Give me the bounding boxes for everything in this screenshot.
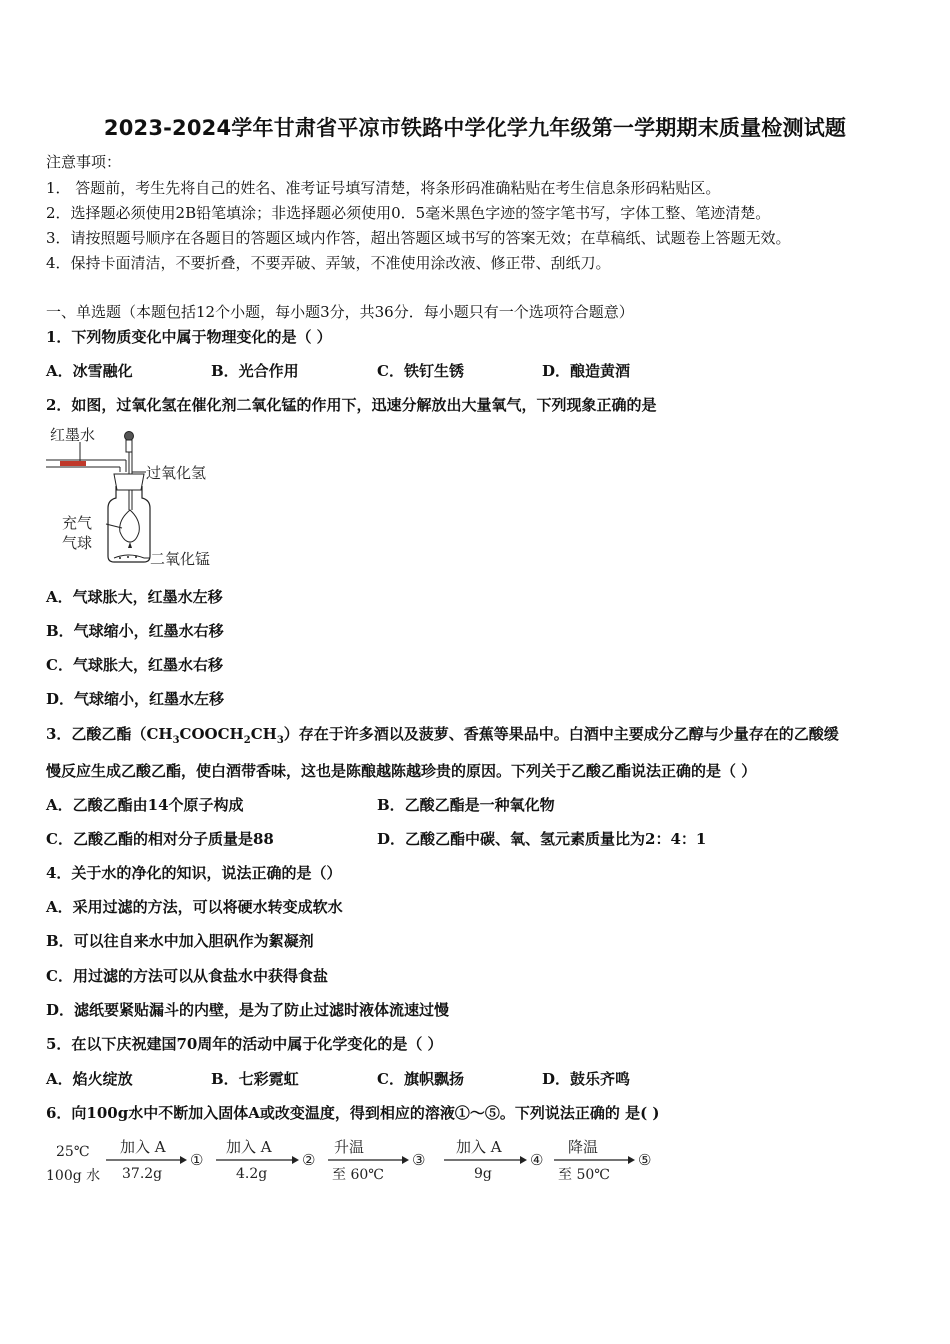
flow-step2-top: 加入 A xyxy=(226,1138,272,1156)
q3-stem-line1: 3．乙酸乙酯$(CH_3COOCH_2CH_3)$存在于许多酒以及菠萝、香蕉等果品中。白酒中主要成分乙醇与少量存在的乙酸缓 xyxy=(46,725,839,746)
flow-start-water: 100g 水 xyxy=(46,1168,101,1184)
q5-option-d: D．鼓乐齐鸣 xyxy=(542,1070,631,1088)
q4-option-d: D．滤纸要紧贴漏斗的内壁，是为了防止过滤时液体流速过慢 xyxy=(46,1001,450,1019)
notice-heading: 注意事项： xyxy=(46,153,122,171)
q4-stem: 4．关于水的净化的知识，说法正确的是（） xyxy=(46,864,342,882)
q3-option-a: A．乙酸乙酯由14个原子构成 xyxy=(46,796,244,814)
q1-stem: 1．下列物质变化中属于物理变化的是（ ） xyxy=(46,328,332,346)
red-ink-drop xyxy=(60,461,86,466)
flow-result-5: ⑤ xyxy=(638,1151,652,1169)
flow-step1-bottom: 37.2g xyxy=(122,1166,163,1182)
label-mno2: 二氧化锰 xyxy=(150,550,211,568)
q6-flow-diagram xyxy=(44,1132,664,1188)
flow-result-4: ④ xyxy=(530,1151,544,1169)
page-title: 2023-2024学年甘肃省平凉市铁路中学化学九年级第一学期期末质量检测试题 xyxy=(103,116,847,140)
q4-option-a: A．采用过滤的方法，可以将硬水转变成软水 xyxy=(46,898,343,916)
flow-step5-top: 降温 xyxy=(568,1138,599,1156)
q5-option-b: B．七彩霓虹 xyxy=(211,1070,299,1088)
q5-option-c: C．旗帜飘扬 xyxy=(377,1070,464,1088)
q5-option-a: A．焰火绽放 xyxy=(46,1070,133,1088)
q3-option-b: B．乙酸乙酯是一种氧化物 xyxy=(377,796,555,814)
label-red-ink: 红墨水 xyxy=(50,426,96,444)
section-heading: 一、单选题（本题包括12个小题，每小题3分，共36分．每小题只有一个选项符合题意） xyxy=(46,303,634,321)
notice-item-4: 4．保持卡面清洁，不要折叠，不要弄破、弄皱，不准使用涂改液、修正带、刮纸刀。 xyxy=(46,254,611,272)
notice-item-2: 2．选择题必须使用2B铅笔填涂；非选择题必须使用0．5毫米黑色字迹的签字笔书写，字体工整、笔迹清楚。 xyxy=(46,204,771,222)
flow-step5-bottom: 至 50℃ xyxy=(558,1167,610,1183)
q1-option-a: A．冰雪融化 xyxy=(46,362,133,380)
flow-step3-bottom: 至 60℃ xyxy=(332,1167,384,1183)
q2-stem: 2．如图，过氧化氢在催化剂二氧化锰的作用下，迅速分解放出大量氧气，下列现象正确的是 xyxy=(46,396,657,414)
flow-step4-bottom: 9g xyxy=(474,1166,492,1182)
flow-result-3: ③ xyxy=(412,1151,426,1169)
q1-option-c: C．铁钉生锈 xyxy=(377,362,464,380)
q3-option-c: C．乙酸乙酯的相对分子质量是88 xyxy=(46,830,274,848)
q4-option-b: B．可以往自来水中加入胆矾作为絮凝剂 xyxy=(46,932,314,950)
flow-result-1: ① xyxy=(190,1151,204,1169)
flow-result-2: ② xyxy=(302,1151,316,1169)
q4-option-c: C．用过滤的方法可以从食盐水中获得食盐 xyxy=(46,967,328,985)
notice-item-1: 1． 答题前，考生先将自己的姓名、准考证号填写清楚，将条形码准确粘贴在考生信息条形码粘贴区。 xyxy=(46,179,721,197)
q1-option-b: B．光合作用 xyxy=(211,362,299,380)
flow-step4-top: 加入 A xyxy=(456,1138,502,1156)
q5-stem: 5．在以下庆祝建国70周年的活动中属于化学变化的是（ ） xyxy=(46,1035,443,1053)
q1-option-d: D．酿造黄酒 xyxy=(542,362,631,380)
flow-step3-top: 升温 xyxy=(334,1138,365,1156)
flow-step1-top: 加入 A xyxy=(120,1138,166,1156)
label-peroxide: 过氧化氢 xyxy=(146,464,207,482)
q2-apparatus-figure xyxy=(44,420,244,580)
q3-option-d: D．乙酸乙酯中碳、氧、氢元素质量比为2：4：1 xyxy=(377,830,707,848)
q2-option-b: B．气球缩小，红墨水右移 xyxy=(46,622,224,640)
notice-item-3: 3．请按照题号顺序在各题目的答题区域内作答，超出答题区域书写的答案无效；在草稿纸、试题卷上答题无效。 xyxy=(46,229,791,247)
flow-start-temp: 25℃ xyxy=(56,1144,90,1160)
q2-option-a: A．气球胀大，红墨水左移 xyxy=(46,588,223,606)
q2-option-d: D．气球缩小，红墨水左移 xyxy=(46,690,225,708)
q2-option-c: C．气球胀大，红墨水右移 xyxy=(46,656,223,674)
label-balloon-1: 充气 xyxy=(62,514,93,532)
flow-step2-bottom: 4.2g xyxy=(236,1166,268,1182)
label-balloon-2: 气球 xyxy=(62,534,93,552)
q3-stem-line2: 慢反应生成乙酸乙酯，使白酒带香味，这也是陈酿越陈越珍贵的原因。下列关于乙酸乙酯说法正确的是（ ） xyxy=(46,762,757,780)
q6-stem: 6．向100g水中不断加入固体A或改变温度，得到相应的溶液①～⑤。下列说法正确的 是( ) xyxy=(46,1104,660,1122)
